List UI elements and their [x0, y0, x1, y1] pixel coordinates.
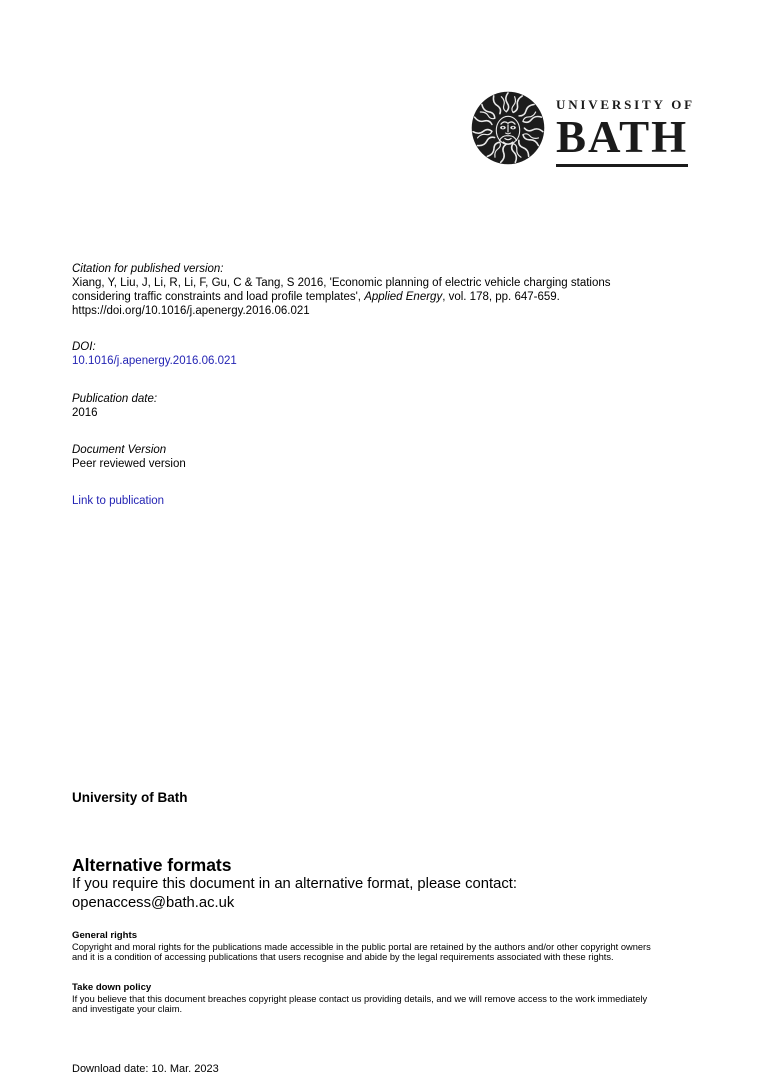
doi-section	[72, 340, 237, 368]
alternative-formats-heading: Alternative formats	[72, 855, 232, 875]
university-heading: University of Bath	[72, 790, 188, 805]
citation-line1: Xiang, Y, Liu, J, Li, R, Li, F, Gu, C & Tang, S 2016, 'Economic planning of electric vehicle charging stations	[72, 277, 611, 289]
document-version-value: Peer reviewed version	[72, 458, 186, 470]
citation-label: Citation for published version:	[72, 263, 224, 275]
link-to-publication[interactable]: Link to publication	[72, 495, 165, 507]
logo-university-of: UNIVERSITY OF	[556, 97, 695, 112]
alternative-formats-section	[72, 855, 517, 913]
citation-url: https://doi.org/10.1016/j.apenergy.2016.06.021	[72, 305, 310, 317]
publication-date-value: 2016	[72, 407, 98, 419]
bath-gorgon-crest-icon	[469, 88, 547, 168]
logo-wordmark	[556, 88, 695, 167]
general-rights-body-line1: Copyright and moral rights for the publications made accessible in the public portal are retained by the authors and/or other copyright owners	[72, 941, 651, 952]
general-rights-section	[72, 931, 722, 962]
citation-section	[72, 262, 692, 318]
citation-line2-after: , vol. 178, pp. 647-659.	[442, 291, 560, 303]
alternative-formats-line1: If you require this document in an alternative format, please contact:	[72, 876, 517, 892]
publication-date-label: Publication date:	[72, 393, 158, 405]
document-version-label: Document Version	[72, 444, 167, 456]
download-date: Download date: 10. Mar. 2023	[72, 1063, 219, 1075]
take-down-policy-body-line1: If you believe that this document breaches copyright please contact us providing details, and we will remove access to the work immediately	[72, 993, 648, 1004]
citation-journal: Applied Energy	[364, 291, 443, 303]
citation-line2-before: considering traffic constraints and load profile templates',	[72, 291, 365, 303]
alternative-formats-email: openaccess@bath.ac.uk	[72, 895, 235, 911]
general-rights-body-line2: and it is a condition of accessing publications that users recognise and abide by the legal requirements associated with these rights.	[72, 952, 614, 962]
document-version-section	[72, 443, 186, 471]
take-down-policy-heading: Take down policy	[72, 982, 152, 993]
doi-link[interactable]: 10.1016/j.apenergy.2016.06.021	[72, 355, 237, 367]
take-down-policy-body-line2: and investigate your claim.	[72, 1004, 183, 1014]
university-logo	[469, 88, 695, 168]
citation-line2	[72, 290, 692, 304]
take-down-policy-section	[72, 983, 722, 1014]
link-to-publication-section	[72, 494, 164, 508]
publication-date-section	[72, 392, 157, 420]
logo-bath: BATH	[556, 115, 688, 167]
general-rights-heading: General rights	[72, 930, 138, 941]
doi-label: DOI:	[72, 341, 96, 353]
